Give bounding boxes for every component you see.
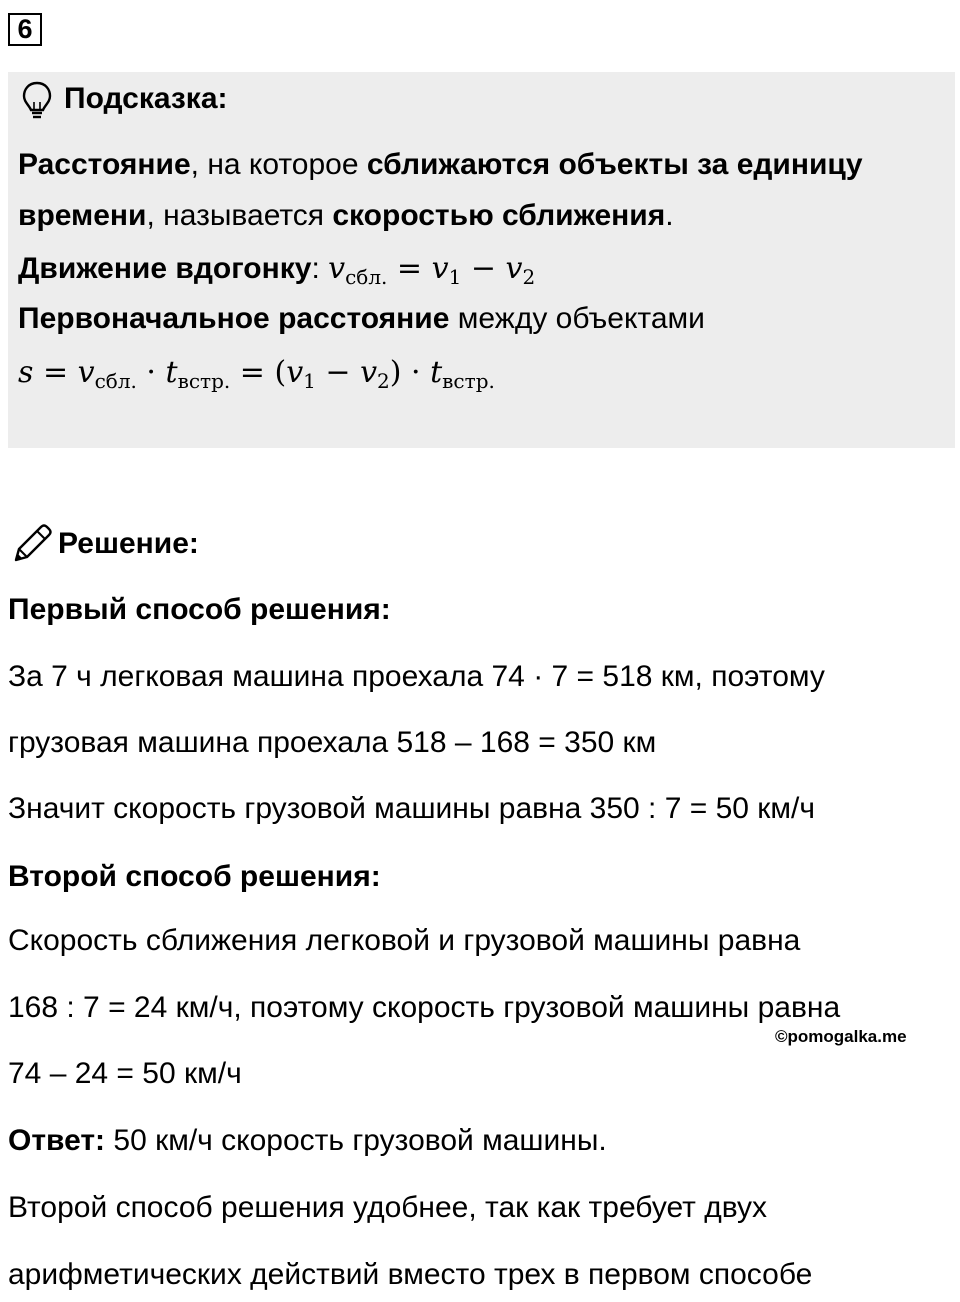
hint-term: сближаются объекты за единицу <box>366 148 863 181</box>
hint-term-speed: скоростью сближения <box>332 199 666 232</box>
hint-text: : <box>311 252 329 285</box>
formula-distance: $s = v_{сбл.} \cdot t_{встр.} = (v_1 - v_2) \cdot t_{встр.}$ <box>18 355 495 393</box>
method1-line-2: грузовая машина проехала 518 – 168 = 350 км <box>8 726 657 759</box>
hint-text: между объектами <box>449 302 705 335</box>
pencil-icon <box>10 522 54 566</box>
hint-term-chase: Движение вдогонку <box>18 252 312 285</box>
solution-title: Решение: <box>58 527 199 560</box>
method1-line-1: За 7 ч легковая машина проехала 74 · 7 = 518 км, поэтому <box>8 660 825 693</box>
hint-text: , называется <box>146 199 333 232</box>
hint-line-4 <box>18 302 705 336</box>
method1-line-3: Значит скорость грузовой машины равна 350 : 7 = 50 км/ч <box>8 792 816 825</box>
hint-line-3 <box>18 251 536 289</box>
note-line-2: арифметических действий вместо трех в первом способе <box>8 1258 813 1291</box>
method2-line-3: 74 – 24 = 50 км/ч <box>8 1057 242 1090</box>
hint-term-distance: Расстояние <box>18 148 191 181</box>
method1-title: Первый способ решения: <box>8 593 391 626</box>
formula-chase: $v_{сбл.} = v_1 - v_2$ <box>328 251 536 289</box>
hint-line-5 <box>18 355 495 393</box>
hint-line-1 <box>18 148 863 182</box>
answer-text: 50 км/ч скорость грузовой машины. <box>105 1124 607 1157</box>
note-line-1: Второй способ решения удобнее, так как требует двух <box>8 1191 768 1224</box>
lightbulb-icon <box>20 80 54 122</box>
answer-line <box>8 1124 607 1158</box>
answer-label: Ответ: <box>8 1124 106 1157</box>
hint-term-initial-distance: Первоначальное расстояние <box>18 302 450 335</box>
hint-text: , на которое <box>190 148 367 181</box>
watermark: ©pomogalka.me <box>775 1027 907 1046</box>
method2-line-2: 168 : 7 = 24 км/ч, поэтому скорость грузовой машины равна <box>8 991 841 1024</box>
hint-text: . <box>665 199 674 232</box>
hint-line-2 <box>18 199 674 233</box>
task-number: 6 <box>8 13 42 46</box>
method2-title: Второй способ решения: <box>8 860 381 893</box>
hint-title: Подсказка: <box>64 82 228 115</box>
hint-term: времени <box>18 199 147 232</box>
method2-line-1: Скорость сближения легковой и грузовой машины равна <box>8 924 801 957</box>
